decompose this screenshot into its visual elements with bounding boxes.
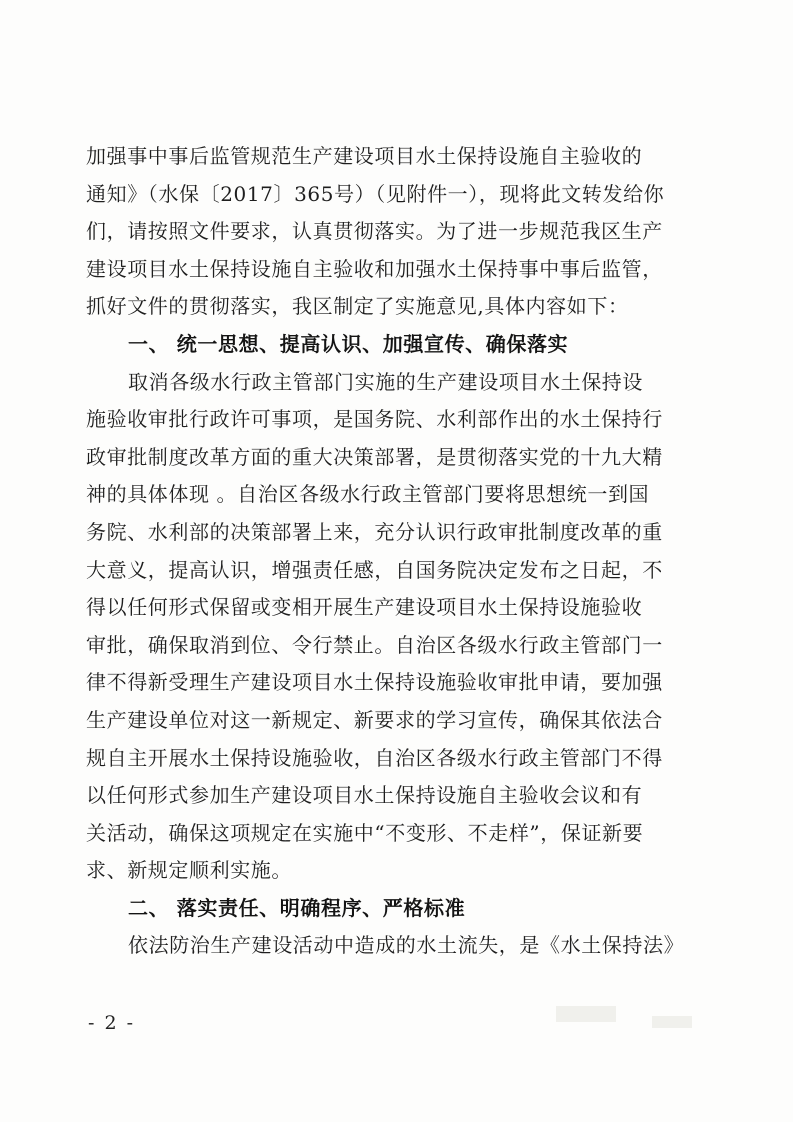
page-number: - 2 - xyxy=(88,1012,136,1034)
text-line: 生产建设单位对这一新规定、新要求的学习宣传，确保其依法合 xyxy=(86,707,663,732)
text-line: 建设项目水土保持设施自主验收和加强水土保持事中事后监管， xyxy=(86,256,663,281)
text-line: 大意义，提高认识，增强责任感，自国务院决定发布之日起，不 xyxy=(86,557,663,582)
text-line: 关活动，确保这项规定在实施中“不变形、不走样”，保证新要 xyxy=(86,820,644,845)
text-line: 取消各级水行政主管部门实施的生产建设项目水土保持设 xyxy=(128,369,643,394)
text-line: 以任何形式参加生产建设项目水土保持设施自主验收会议和有 xyxy=(86,783,643,808)
text-line: 施验收审批行政许可事项，是国务院、水利部作出的水土保持行 xyxy=(86,407,663,432)
section-1-paragraph xyxy=(86,364,711,890)
text-line: 们，请按照文件要求，认真贯彻落实。为了进一步规范我区生产 xyxy=(86,219,663,244)
text-line: 通知》（水保〔2017〕365号）（见附件一），现将此文转发给你 xyxy=(86,181,665,206)
text-line: 得以任何形式保留或变相开展生产建设项目水土保持设施验收 xyxy=(86,595,643,620)
text-line: 求、新规定顺利实施。 xyxy=(86,858,292,883)
text-line: 加强事中事后监管规范生产建设项目水土保持设施自主验收的 xyxy=(86,144,643,168)
scan-smudge xyxy=(556,1006,616,1022)
text-line: 政审批制度改革方面的重大决策部署，是贯彻落实党的十九大精 xyxy=(86,444,663,469)
section-2-paragraph xyxy=(86,927,711,965)
text-line: 神的具体体现 。自治区各级水行政主管部门要将思想统一到国 xyxy=(86,482,650,507)
section-heading-2: 二、 落实责任、明确程序、严格标准 xyxy=(128,895,466,920)
text-line: 依法防治生产建设活动中造成的水土流失，是《水土保持法》 xyxy=(128,933,685,958)
scan-smudge xyxy=(652,1016,692,1028)
section-heading-1: 一、 统一思想、提高认识、加强宣传、确保落实 xyxy=(128,331,569,356)
text-line: 务院、水利部的决策部署上来，充分认识行政审批制度改革的重 xyxy=(86,519,663,544)
intro-paragraph xyxy=(86,138,711,326)
document-body xyxy=(86,138,711,965)
text-line: 抓好文件的贯彻落实，我区制定了实施意见,具体内容如下： xyxy=(86,294,629,319)
text-line: 规自主开展水土保持设施验收，自治区各级水行政主管部门不得 xyxy=(86,745,663,770)
text-line: 审批，确保取消到位、令行禁止。自治区各级水行政主管部门一 xyxy=(86,632,663,657)
text-line: 律不得新受理生产建设项目水土保持设施验收审批申请，要加强 xyxy=(86,670,663,695)
